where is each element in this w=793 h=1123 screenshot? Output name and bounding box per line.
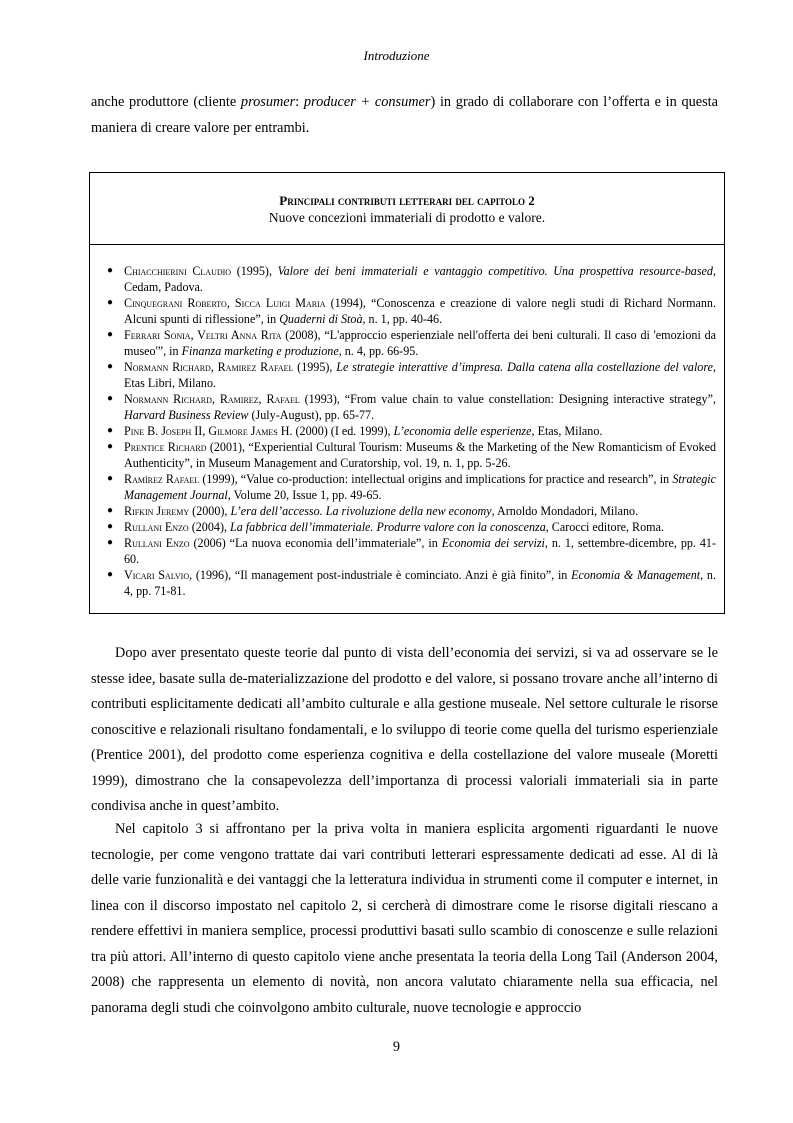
- bullet-icon: ●: [107, 473, 114, 484]
- reference-item: ● Chiacchierini Claudio (1995), Valore dei beni immateriali e vantaggio competitivo. Una prospettiva resource-based, Cedam, Padova.: [107, 264, 716, 294]
- bullet-icon: ●: [107, 361, 114, 372]
- page-number: 9: [392, 1039, 401, 1055]
- bullet-icon: ●: [107, 521, 114, 532]
- reference-item: ● Rullani Enzo (2004), La fabbrica dell’immateriale. Produrre valore con la conoscenza, Carocci editore, Roma.: [107, 520, 664, 534]
- running-header: Introduzione: [363, 48, 430, 63]
- reference-item: ● Rifkin Jeremy (2000), L’era dell’accesso. La rivoluzione della new economy, Arnoldo Mondadori, Milano.: [107, 504, 639, 518]
- literature-box-subtitle: Nuove concezioni immateriali di prodotto e valore.: [268, 210, 546, 225]
- literature-box-header: [90, 173, 724, 245]
- reference-item: ● Cinquegrani Roberto, Sicca Luigi Maria (1994), “Conoscenza e creazione di valore negli studi di Richard Normann. Alcuni spunti di riflessione”, in Quaderni di Stoà, n. 1, pp. 40-46.: [107, 296, 716, 326]
- paragraph-intro: anche produttore (cliente prosumer: producer + consumer) in grado di collaborare con l’offerta e in questa maniera di creare valore per entrambi.: [91, 94, 718, 136]
- bullet-icon: ●: [107, 441, 114, 452]
- reference-item: ● Rullani Enzo (2006) “La nuova economia dell’immateriale”, in Economia dei servizi, n. 1, settembre-dicembre, pp. 41-60.: [107, 536, 716, 566]
- bullet-icon: ●: [107, 537, 114, 548]
- paragraph-chapter3: Nel capitolo 3 si affrontano per la priva volta in maniera esplicita argomenti riguardanti le nuove tecnologie, per come vengono trattate dai vari contributi letterari espressamente dedicati ad esse. Al di là delle varie funzionalità e dei vantaggi che la letteratura individua in strumenti come il computer e internet, in linea con il discorso impostato nel capitolo 2, si cercherà di dimostrare come le risorse digitali riescano a rendere effettivi in maniera semplice, processi produttivi basati sullo scambio di conoscenze e sulle relazioni tra più attori. All’interno di questo capitolo viene anche presentata la teoria della Long Tail (Anderson 2004, 2008) che rappresenta un elemento di novità, non ancora valutato chiaramente nella sua efficacia, nel panorama degli studi che coinvolgono ambito culturale, nuove tecnologie e approccio: [91, 821, 718, 1016]
- reference-list: [90, 245, 724, 599]
- bullet-icon: ●: [107, 297, 114, 308]
- bullet-icon: ●: [107, 329, 114, 340]
- bullet-icon: ●: [107, 505, 114, 516]
- reference-item: ● Normann Richard, Ramirez, Rafael (1993), “From value chain to value constellation: Designing interactive strategy”, Harvard Business Review (July-August), pp. 65-77.: [107, 392, 716, 422]
- reference-item: ● Ramírez Rafael (1999), “Value co-production: intellectual origins and implications for practice and research”, in Strategic Management Journal, Volume 20, Issue 1, pp. 49-65.: [107, 472, 716, 502]
- paragraph-services: Dopo aver presentato queste teorie dal punto di vista dell’economia dei servizi, si va ad osservare se le stesse idee, basate sulla de-materializzazione del prodotto e del valore, si possano trovare anche all’interno di contributi esplicitamente dedicati all’ambito culturale e alla gestione museale. Nel settore culturale le risorse conoscitive e relazionali risultano fondamentali, e lo sviluppo di teorie come quella del turismo esperienziale (Prentice 2001), del prodotto come esperienza cognitiva e della costellazione del valore museale (Moretti 1999), dimostrano che la consapevolezza dell’importanza di processi valoriali immateriali sia in parte condivisa anche in quest’ambito.: [91, 645, 718, 814]
- bullet-icon: ●: [107, 265, 114, 276]
- literature-box: [89, 172, 725, 614]
- reference-item: ● Prentice Richard (2001), “Experiential Cultural Tourism: Museums & the Marketing of the New Romanticism of Evoked Authenticity”, in Museum Management and Curatorship, vol. 19, n. 1, pp. 5-26.: [107, 440, 716, 470]
- bullet-icon: ●: [107, 393, 114, 404]
- bullet-icon: ●: [107, 569, 114, 580]
- reference-item: ● Pine B. Joseph II, Gilmore James H. (2000) (I ed. 1999), L’economia delle esperienze, Etas, Milano.: [107, 424, 603, 438]
- reference-item: ● Normann Richard, Ramirez Rafael (1995), Le strategie interattive d’impresa. Dalla catena alla costellazione del valore, Etas Libri, Milano.: [107, 360, 717, 390]
- reference-item: ● Ferrari Sonia, Veltri Anna Rita (2008), “L'approccio esperienziale nell'offerta dei beni culturali. Il caso di 'emozioni da museo'”, in Finanza marketing e produzione, n. 4, pp. 66-95.: [107, 328, 717, 358]
- reference-item: ● Vicari Salvio, (1996), “Il management post-industriale è cominciato. Anzi è già finito”, in Economia & Management, n. 4, pp. 71-81.: [107, 568, 716, 598]
- literature-box-title: Principali contributi letterari del capitolo 2: [279, 193, 535, 208]
- bullet-icon: ●: [107, 425, 114, 436]
